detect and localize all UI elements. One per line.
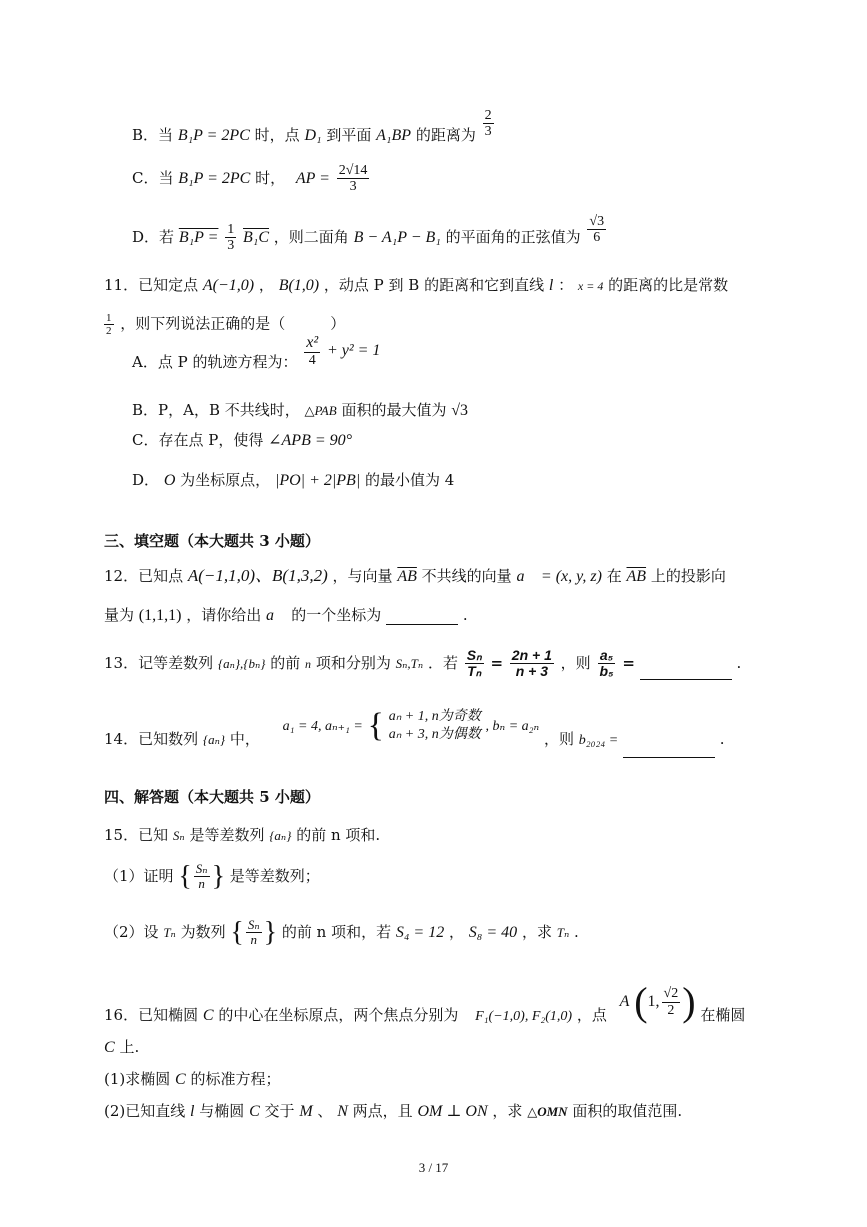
text: 的一个坐标为 xyxy=(291,606,382,624)
text: ，点 xyxy=(576,1006,607,1024)
text: . xyxy=(574,922,579,941)
section-3-heading: 三、填空题（本大题共 3 小题） xyxy=(104,532,320,550)
text: 为数列 xyxy=(180,922,226,941)
denominator: 3 xyxy=(227,238,235,254)
math-point: D₁ xyxy=(304,126,322,144)
paren-left: ( xyxy=(634,979,648,1024)
text: C．存在点 P，使得 xyxy=(132,431,264,449)
denominator: 2 xyxy=(106,325,112,338)
denominator: 3 xyxy=(484,124,492,140)
math-vector: $\overline{AB}$ xyxy=(626,568,647,585)
text: 上. xyxy=(119,1038,140,1056)
text: 11．已知定点 xyxy=(104,276,199,294)
text: 在 xyxy=(606,567,622,585)
text: 的前 xyxy=(270,653,301,672)
math-triangle: △OMN xyxy=(527,1104,568,1119)
text: (2)已知直线 xyxy=(104,1102,186,1120)
q11-option-d xyxy=(132,471,454,490)
text: 时，点 xyxy=(254,125,300,144)
math-line: l xyxy=(548,277,554,294)
text: ，动点 P 到 B 的距离和它到直线 xyxy=(323,276,545,294)
math-m: M xyxy=(299,1103,313,1120)
math-sn: Sₙ xyxy=(172,828,185,843)
numerator: 1 xyxy=(227,222,235,237)
q12-line-1 xyxy=(104,566,726,586)
text: 15．已知 xyxy=(104,826,169,844)
text: 的平面角的正弦值为 xyxy=(445,227,581,246)
set-brace-right: } xyxy=(211,860,226,892)
math-condition: B₁P = 2PC xyxy=(177,126,250,144)
q15-part-1 xyxy=(104,862,320,892)
fraction xyxy=(483,108,494,140)
set-brace-left: { xyxy=(178,860,192,892)
text: . xyxy=(462,606,468,624)
math-sequence: {aₙ} xyxy=(202,732,226,748)
q15-part-2 xyxy=(104,918,579,948)
cases-brace: { xyxy=(367,707,384,745)
set-brace-left: { xyxy=(230,916,244,948)
math-vector: B₁C xyxy=(243,228,270,246)
math-sequences: {aₙ},{bₙ} xyxy=(217,655,266,671)
text: 的距离的比是常数 xyxy=(608,276,729,294)
math-vector-a: a⃗ xyxy=(266,607,287,624)
math-expression: |PO| + 2|PB| xyxy=(274,472,361,489)
text: 面积的取值范围. xyxy=(572,1102,683,1120)
text: ，与向量 xyxy=(332,567,393,585)
q14-line xyxy=(104,707,725,749)
option-label: B．当 xyxy=(132,125,174,144)
math-ellipse: C xyxy=(175,1071,186,1088)
math-perpendicular: OM ⊥ ON xyxy=(417,1103,488,1120)
text: 12．已知点 xyxy=(104,567,184,585)
math-point-b: B(1,0) xyxy=(278,277,320,294)
q12-line-2 xyxy=(104,606,468,625)
q16-stem xyxy=(104,979,746,1024)
text: . xyxy=(719,730,725,749)
math-n: n xyxy=(305,656,312,671)
math-s8: S₈ = 40 xyxy=(468,923,518,941)
math-equals: = xyxy=(490,653,504,672)
math-lhs: AP = xyxy=(295,169,330,187)
math-lhs: B₁P = xyxy=(178,228,219,246)
text: 交于 xyxy=(264,1102,295,1120)
text: ，则 xyxy=(543,730,574,749)
math-sequence: {aₙ} xyxy=(269,828,292,843)
numerator: 1 xyxy=(106,312,112,324)
option-label: D． xyxy=(132,471,160,489)
numerator: Sₙ xyxy=(195,861,208,876)
text: . xyxy=(736,653,742,672)
math-foci: F₁(−1,0), F₂(1,0) xyxy=(475,1009,573,1024)
math-value: √3 xyxy=(451,402,469,419)
fraction xyxy=(587,214,606,246)
q16-part-1 xyxy=(104,1070,281,1089)
fraction xyxy=(104,312,114,337)
text: 两点，且 xyxy=(352,1102,413,1120)
math-s4: S₄ = 12 xyxy=(395,923,445,941)
text: ，则 xyxy=(560,653,591,672)
text: （1）证明 xyxy=(104,866,174,885)
math-ellipse: C xyxy=(249,1103,260,1120)
math-plane: A₁BP xyxy=(376,126,412,144)
math-vector-a: a⃗ = (x, y, z) xyxy=(516,568,602,585)
numerator: 2n + 1 xyxy=(511,647,552,663)
math-equals: = xyxy=(622,653,635,672)
text: 项和分别为 xyxy=(315,653,391,672)
math-tn: Tₙ xyxy=(163,924,176,940)
math-angle: ∠APB = 90° xyxy=(268,432,353,449)
math-n: N xyxy=(337,1103,348,1120)
fraction xyxy=(304,334,320,368)
math-line: l xyxy=(190,1103,195,1120)
text: 的前 n 项和，若 xyxy=(281,922,392,941)
text: 13．记等差数列 xyxy=(104,653,214,672)
q11-stem xyxy=(104,276,728,295)
text: ： xyxy=(558,276,574,294)
math-triangle: △PAB xyxy=(304,403,337,418)
q10-option-d xyxy=(132,214,608,254)
text: 中， xyxy=(229,730,260,749)
fraction xyxy=(510,648,554,680)
fraction xyxy=(246,918,262,948)
denominator: b₅ xyxy=(599,663,614,680)
numerator: √3 xyxy=(589,214,605,229)
text: 的中心在坐标原点，两个焦点分别为 xyxy=(218,1006,459,1024)
denominator: n xyxy=(198,876,205,892)
cases xyxy=(389,708,481,744)
fraction xyxy=(194,862,210,892)
page-number: 3 / 17 xyxy=(418,1160,449,1175)
text: ， xyxy=(258,276,274,294)
math-target: b₂₀₂₄ = xyxy=(578,733,619,749)
text: B．P，A，B 不共线时， xyxy=(132,401,300,419)
fraction xyxy=(225,222,236,254)
math-point-a: A xyxy=(619,993,630,1010)
q16-stem-cont xyxy=(104,1038,139,1057)
section-4-heading: 四、解答题（本大题共 5 小题） xyxy=(104,788,320,806)
text: 的最小值为 4 xyxy=(365,471,455,489)
text: 量为 xyxy=(104,606,135,624)
q10-option-c xyxy=(132,163,371,195)
text: (1)求椭圆 xyxy=(104,1070,171,1088)
math-condition: B₁P = 2PC xyxy=(178,169,251,187)
denominator: Tₙ xyxy=(467,663,482,680)
numerator: 2 xyxy=(484,108,492,123)
text: 为坐标原点， xyxy=(180,471,271,489)
q16-part-2 xyxy=(104,1102,682,1121)
text: 14．已知数列 xyxy=(104,730,199,749)
math-angle: B − A₁P − B₁ xyxy=(353,228,441,246)
text: 不共线的向量 xyxy=(421,567,512,585)
math-origin: O xyxy=(163,472,176,489)
math-vector: $\overline{AB}$ xyxy=(397,568,417,585)
text: 在椭圆 xyxy=(700,1006,746,1024)
text: 与椭圆 xyxy=(199,1102,245,1120)
math-point-a: A(−1,0) xyxy=(202,277,255,294)
text: 16．已知椭圆 xyxy=(104,1006,199,1024)
option-label: C．当 xyxy=(132,168,174,187)
math-tn: Tₙ xyxy=(556,924,570,940)
numerator: Sₙ xyxy=(466,647,482,663)
q11-option-c xyxy=(132,431,352,450)
text: 的距离为 xyxy=(415,125,476,144)
text: ，则下列说法正确的是（ ） xyxy=(120,314,346,333)
denominator: 2 xyxy=(667,1002,675,1018)
answer-blank[interactable] xyxy=(640,665,732,680)
denominator: 6 xyxy=(593,230,601,246)
set-brace-right: } xyxy=(263,916,278,948)
q10-option-b xyxy=(132,108,496,152)
option-label: A．点 P 的轨迹方程为： xyxy=(132,352,298,371)
denominator: 4 xyxy=(308,352,316,368)
denominator: 3 xyxy=(349,179,357,195)
numerator: a₅ xyxy=(599,647,614,663)
q11-option-b xyxy=(132,401,468,420)
denominator: n xyxy=(250,932,257,948)
numerator: 2√14 xyxy=(338,163,368,178)
case-odd: aₙ + 1, n为奇数 xyxy=(388,709,481,724)
math-rest: + y² = 1 xyxy=(326,341,381,359)
text: 是等差数列 xyxy=(189,826,265,844)
paren-right: ) xyxy=(682,979,696,1024)
text: 是等差数列； xyxy=(229,866,320,885)
q13-line xyxy=(104,648,741,680)
option-label: D．若 xyxy=(132,227,175,246)
text: 的前 n 项和. xyxy=(296,826,381,844)
text: ，求 xyxy=(521,922,552,941)
answer-blank[interactable] xyxy=(386,610,458,625)
text: 到平面 xyxy=(326,125,372,144)
fraction xyxy=(337,163,370,195)
text: ，请你给出 xyxy=(186,606,262,624)
math-ellipse: C xyxy=(104,1039,115,1056)
case-even: aₙ + 3, n为偶数 xyxy=(388,727,481,743)
math-equation: x = 4 xyxy=(577,279,604,293)
math-ellipse: C xyxy=(202,1007,214,1024)
text: （2）设 xyxy=(104,922,159,941)
text: ， xyxy=(449,922,465,941)
numerator: √2 xyxy=(663,986,679,1002)
math-projection: (1,1,1) xyxy=(138,607,182,624)
text: 上的投影向 xyxy=(650,567,726,585)
text: 时， xyxy=(255,168,286,187)
math-sums: Sₙ,Tₙ xyxy=(395,655,424,671)
math-definition-b: , bₙ = a₂ₙ xyxy=(485,719,540,735)
text: ．若 xyxy=(427,653,458,672)
answer-blank[interactable] xyxy=(623,743,715,758)
math-x: 1, xyxy=(647,993,660,1010)
math-definition: a₁ = 4, aₙ₊₁ = xyxy=(282,719,363,735)
fraction xyxy=(597,648,615,680)
fraction xyxy=(662,986,681,1018)
numerator: Sₙ xyxy=(247,917,260,932)
denominator: n + 3 xyxy=(515,663,548,680)
text: 、 xyxy=(317,1102,333,1120)
fraction xyxy=(465,648,484,680)
q15-stem xyxy=(104,826,380,844)
text: ，求 xyxy=(492,1102,523,1120)
text: 的标准方程； xyxy=(190,1070,281,1088)
text: ，则二面角 xyxy=(273,227,349,246)
math-points: A(−1,1,0)、B(1,3,2) xyxy=(187,566,328,585)
text: 面积的最大值为 xyxy=(341,401,447,419)
q11-option-a xyxy=(132,334,381,380)
numerator: x² xyxy=(306,334,319,351)
